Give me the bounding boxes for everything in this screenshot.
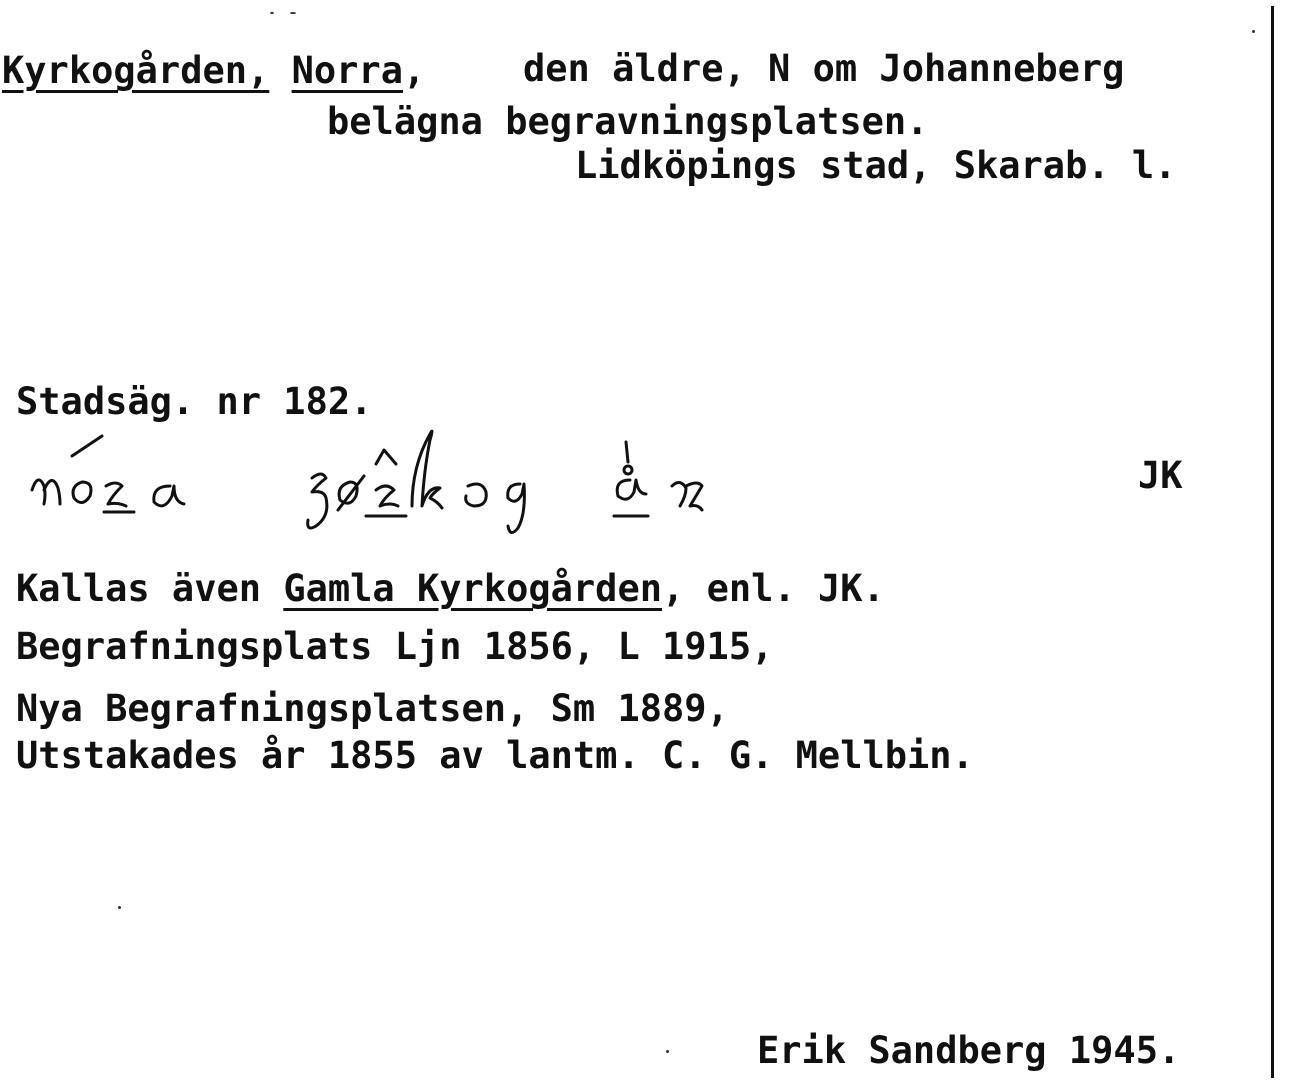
property-reference: Stadsäg. nr 182. bbox=[16, 380, 373, 423]
scan-speck bbox=[1252, 30, 1255, 33]
scan-speck bbox=[666, 1050, 669, 1053]
initials: JK bbox=[1138, 454, 1183, 497]
note-line4: Utstakades år 1855 av lantm. C. G. Mellbin. bbox=[16, 734, 974, 777]
note-line3: Nya Begrafningsplatsen, Sm 1889, bbox=[16, 687, 729, 730]
heading-comma: , bbox=[402, 49, 426, 92]
scan-speck bbox=[270, 12, 274, 14]
scan-speck bbox=[290, 12, 296, 14]
card-right-edge bbox=[1271, 6, 1274, 1078]
note-line2: Begrafningsplats Ljn 1856, L 1915, bbox=[16, 625, 774, 668]
note-line1-prefix: Kallas även bbox=[16, 567, 284, 610]
scan-speck bbox=[118, 906, 121, 909]
note-line1-suffix: , enl. JK. bbox=[662, 567, 885, 610]
signature: Erik Sandberg 1945. bbox=[757, 1029, 1181, 1072]
heading-name-part2: Norra bbox=[291, 49, 403, 92]
note-old-name: Gamla Kyrkogården bbox=[283, 567, 663, 610]
heading-name bbox=[2, 49, 426, 92]
heading-location: Lidköpings stad, Skarab. l. bbox=[575, 144, 1177, 187]
heading-description-line1: den äldre, N om Johanneberg bbox=[523, 47, 1125, 90]
heading-name-part1: Kyrkogården, bbox=[2, 49, 270, 92]
note-line1 bbox=[16, 567, 885, 610]
handwritten-pronunciation bbox=[20, 420, 740, 540]
heading-description-line2: belägna begravningsplatsen. bbox=[327, 100, 929, 143]
